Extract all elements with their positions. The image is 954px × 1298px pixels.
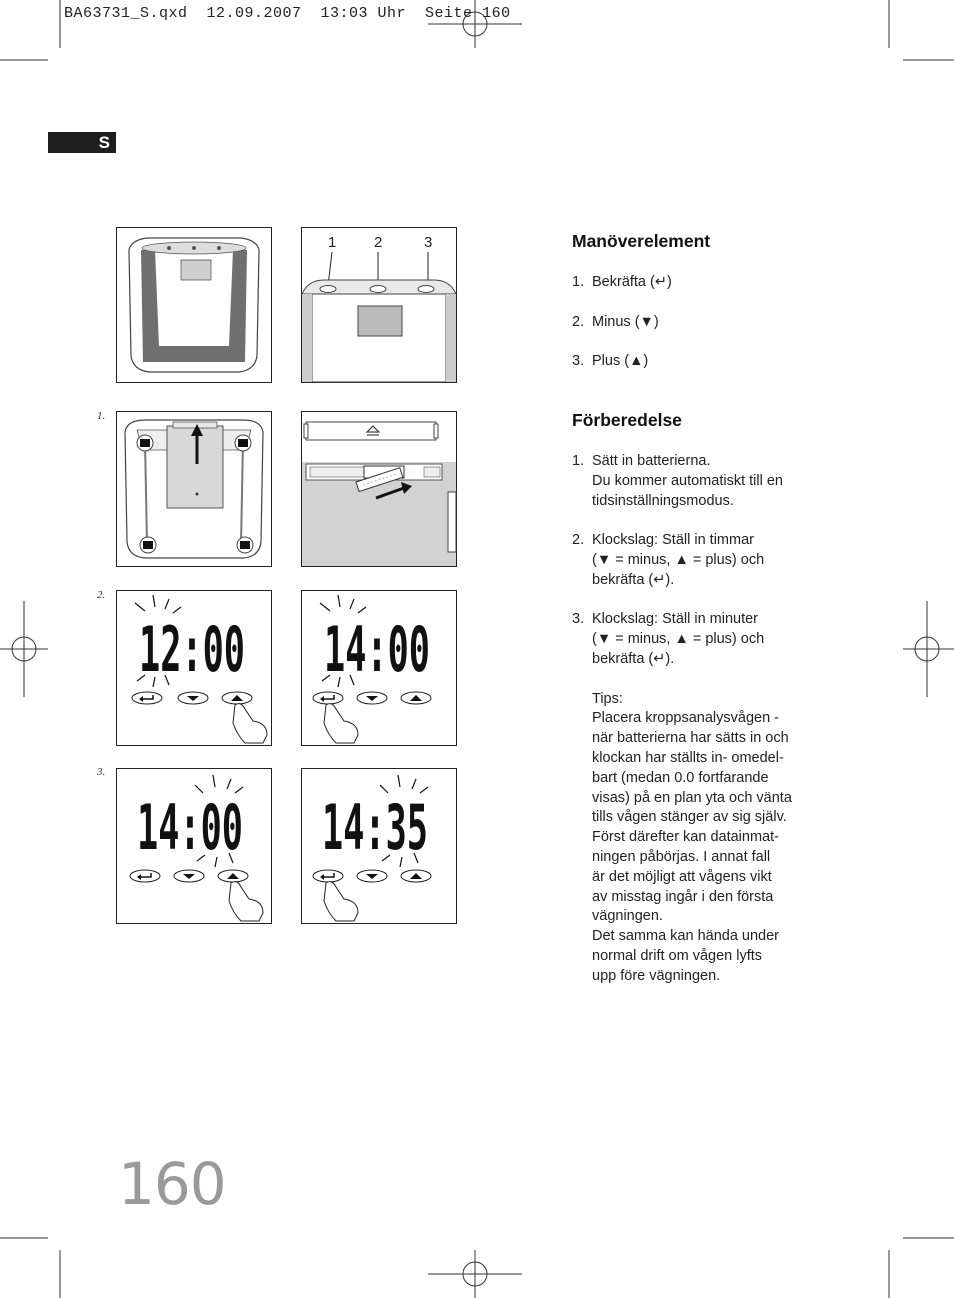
control-item-number: 1. <box>572 274 585 290</box>
lcd-reading-3: 14:00 <box>137 791 243 864</box>
preparation-title: Förberedelse <box>572 410 682 430</box>
step-line: bekräfta (↵). <box>592 650 675 667</box>
step-line: tidsinställningsmodus. <box>592 492 734 509</box>
lcd-reading-2: 14:00 <box>324 613 430 686</box>
callout-number-1: 1 <box>328 234 337 251</box>
step-number: 1. <box>572 453 585 469</box>
lcd-reading-1: 12:00 <box>139 613 245 686</box>
preparation-section <box>572 410 822 987</box>
figure-battery-compartment <box>301 411 457 567</box>
step-line: Sätt in batterierna. <box>592 453 711 469</box>
figure-set-minutes-to <box>301 768 457 924</box>
step-line: bekräfta (↵). <box>592 571 675 588</box>
tips-line: upp före vägningen. <box>592 967 721 984</box>
step-number: 3. <box>572 611 585 628</box>
tips-line: av misstag ingår i den första <box>592 888 774 905</box>
control-item-plus <box>572 352 822 372</box>
control-item-text: Bekräfta (↵) <box>592 274 672 290</box>
control-item-text: Plus (▲) <box>592 353 649 370</box>
step-label-2: 2. <box>97 589 106 601</box>
control-item-number: 3. <box>572 353 585 370</box>
step-label-3: 3. <box>97 766 106 778</box>
tips-line: Placera kroppsanalysvågen - <box>592 710 779 727</box>
tips-line: Det samma kan hända under <box>592 928 779 945</box>
tips-line: vägningen. <box>592 908 663 925</box>
control-item-number: 2. <box>572 313 585 330</box>
figure-set-hours-from <box>116 590 272 746</box>
step-line: (▼ = minus, ▲ = plus) och <box>592 631 765 648</box>
control-item-minus <box>572 313 822 333</box>
step-line: Klockslag: Ställ in minuter <box>592 611 759 628</box>
language-tab: S <box>48 132 116 153</box>
figure-scale-controls-detail <box>301 227 457 383</box>
tips-line: ningen påbörjas. I annat fall <box>592 848 771 865</box>
figure-scale-underside <box>116 411 272 567</box>
callout-number-2: 2 <box>374 234 383 251</box>
tips-line: när batterierna har sätts in och <box>592 730 789 747</box>
lcd-reading-4: 14:35 <box>322 791 428 864</box>
preparation-step-3 <box>572 610 822 986</box>
tips-line: Först därefter kan datainmat- <box>592 829 779 846</box>
step-line: Klockslag: Ställ in timmar <box>592 532 754 549</box>
tips-line: visas) på en plan yta och vänta <box>592 789 792 806</box>
step-number: 2. <box>572 532 585 549</box>
controls-section <box>572 231 822 372</box>
preparation-step-2 <box>572 531 822 590</box>
tips-line: bart (medan 0.0 fortfarande <box>592 769 769 786</box>
step-line: (▼ = minus, ▲ = plus) och <box>592 551 765 568</box>
tips-line: tills vågen stänger av sig själv. <box>592 809 787 826</box>
page-number: 160 <box>118 1150 226 1218</box>
print-slug: BA63731_S.qxd 12.09.2007 13:03 Uhr Seite 160 <box>64 5 511 22</box>
step-label-1: 1. <box>97 410 106 422</box>
control-item-text: Minus (▼) <box>592 313 659 330</box>
tips-line: normal drift om vågen lyfts <box>592 947 763 964</box>
step-line: Du kommer automatiskt till en <box>592 472 783 489</box>
tips-line: klockan har ställts in- omedel- <box>592 749 784 766</box>
figure-set-minutes-from <box>116 768 272 924</box>
figure-scale-top-view <box>116 227 272 383</box>
figure-set-hours-to <box>301 590 457 746</box>
tips-line: är det möjligt att vågens vikt <box>592 868 772 885</box>
preparation-step-1 <box>572 452 822 511</box>
tips-label: Tips: <box>592 690 623 707</box>
control-item-confirm <box>572 273 822 293</box>
controls-title: Manöverelement <box>572 231 711 251</box>
callout-number-3: 3 <box>424 234 433 251</box>
